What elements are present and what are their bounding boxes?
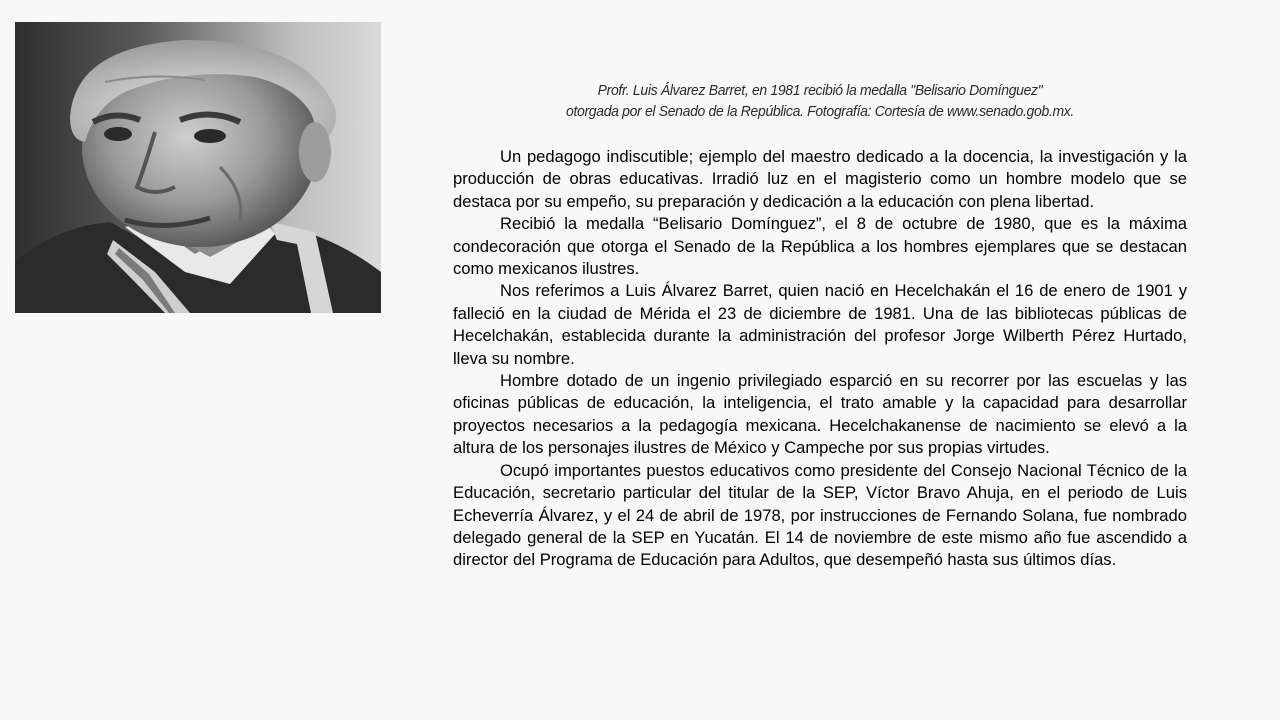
paragraph: Ocupó importantes puestos educativos como presidente del Consejo Nacional Técnico de la Educación, secretario particular del titular de la SEP, Víctor Bravo Ahuja, en el periodo de Luis Echeverría Álvarez, y el 24 de abril de 1978, por instrucciones de Fernando Solana, fue nombrado delegado general de la SEP en Yucatán. El 14 de noviembre de este mismo año fue ascendido a director del Programa de Educación para Adultos, que desempeñó hasta sus últimos días. — [453, 460, 1187, 570]
portrait-photo — [15, 22, 381, 313]
article-body — [453, 146, 1187, 572]
paragraph: Recibió la medalla “Belisario Domínguez”, el 8 de octubre de 1980, que es la máxima condecoración que otorga el Senado de la República a los hombres ejemplares que se destacan como mexicanos ilustres. — [453, 214, 1187, 279]
photo-caption — [482, 80, 1157, 122]
caption-line-1: Profr. Luis Álvarez Barret, en 1981 recibió la medalla "Belisario Domínguez" — [597, 82, 1043, 99]
caption-line-2: otorgada por el Senado de la República. Fotografía: Cortesía de www.senado.gob.mx. — [566, 103, 1074, 120]
paragraph: Nos referimos a Luis Álvarez Barret, quien nació en Hecelchakán el 16 de enero de 1901 y falleció en la ciudad de Mérida el 23 de diciembre de 1981. Una de las bibliotecas públicas de Hecelchakán, establecida durante la administración del profesor Jorge Wilberth Pérez Hurtado, lleva su nombre. — [453, 281, 1187, 368]
paragraph: Hombre dotado de un ingenio privilegiado esparció en su recorrer por las escuelas y las oficinas públicas de educación, la inteligencia, el trato amable y la capacidad para desarrollar proyectos necesarios a la pedagogía mexicana. Hecelchakanense de nacimiento se elevó a la altura de los personajes ilustres de México y Campeche por sus propias virtudes. — [453, 371, 1187, 458]
paragraph: Un pedagogo indiscutible; ejemplo del maestro dedicado a la docencia, la investigación y la producción de obras educativas. Irradió luz en el magisterio como un hombre modelo que se destaca por su empeño, su preparación y dedicación a la educación con plena libertad. — [453, 147, 1187, 211]
